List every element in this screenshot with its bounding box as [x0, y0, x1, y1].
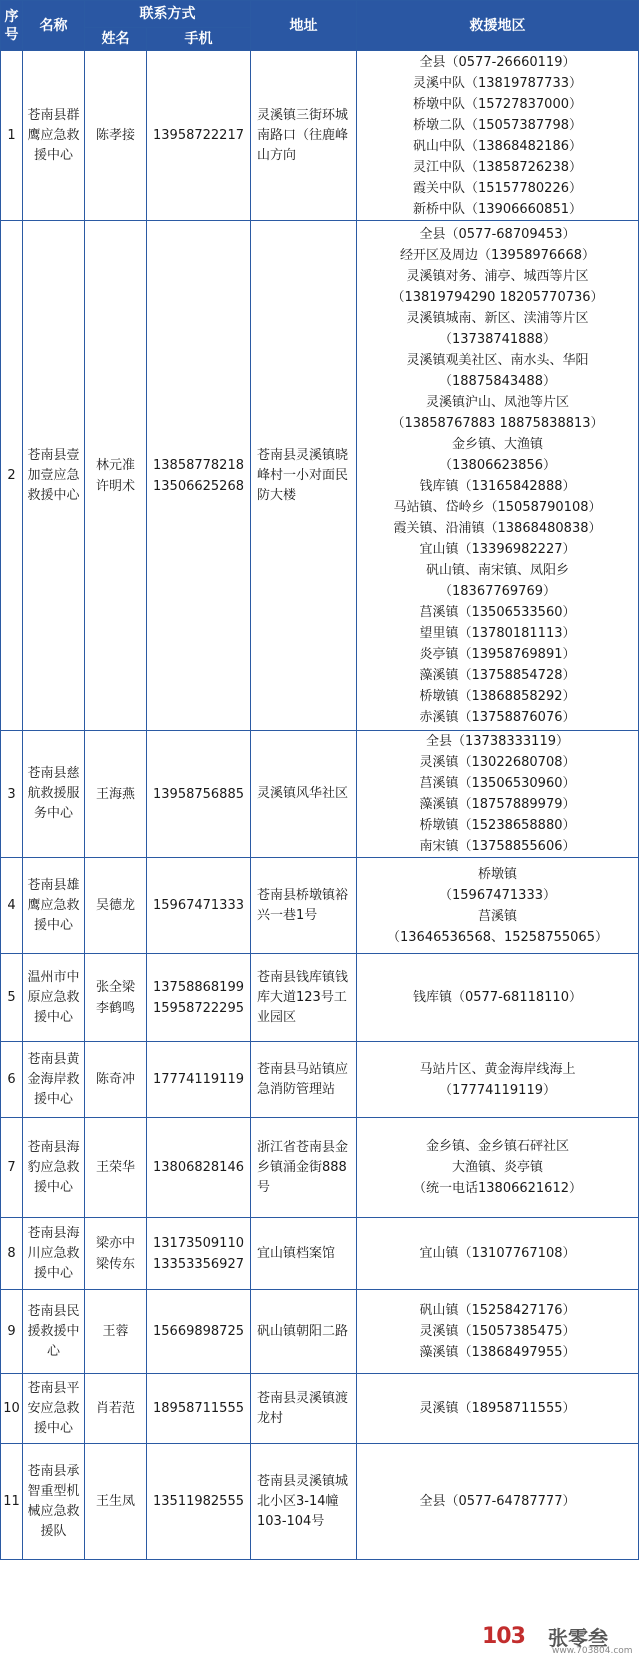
rescue-area-line: 矾山镇（15258427176）	[419, 1303, 576, 1318]
contact-phone: 18958711555	[153, 1401, 244, 1416]
rescue-area-line: （13819794290 18205770736）	[391, 289, 604, 305]
rescue-area-line: 矾山中队（13868482186）	[413, 138, 582, 154]
rescue-area-line: 金乡镇、金乡镇石砰社区	[425, 1139, 569, 1154]
contact-person: 陈奇冲	[95, 1072, 135, 1087]
rescue-area-line: （17774119119）	[439, 1082, 556, 1098]
row-rescue-area-cell	[357, 221, 639, 731]
contact-phone: 15958722295	[153, 1000, 244, 1016]
rescue-area-line: 马站镇、岱岭乡（15058790108）	[393, 499, 602, 515]
contact-person: 梁传东	[95, 1256, 135, 1272]
header-phone: 手机	[147, 28, 251, 51]
row-phone-cell	[147, 731, 251, 858]
watermark-site-name: 张零叁	[548, 1626, 608, 1650]
row-address: 灵溪镇三街环城南路口（往鹿峰山方向	[251, 51, 357, 221]
row-seq: 4	[1, 858, 23, 954]
row-rescue-area-cell	[357, 1374, 639, 1444]
row-contact-person-cell	[85, 1374, 147, 1444]
watermark-logo-mark: 103	[482, 1624, 525, 1649]
rescue-area-line: 桥墩镇（15238658880）	[419, 818, 576, 833]
table-row	[1, 731, 639, 858]
row-org-name: 苍南县壹加壹应急救援中心	[23, 221, 85, 731]
rescue-area-line: 全县（13738333119）	[426, 734, 569, 749]
row-phone-cell	[147, 1042, 251, 1118]
contact-person: 王荣华	[95, 1160, 135, 1175]
header-person: 姓名	[85, 28, 147, 51]
table-row	[1, 858, 639, 954]
rescue-area-line: 桥墩镇（13868858292）	[419, 688, 576, 704]
table-row	[1, 221, 639, 731]
rescue-area-line: 莒溪镇（13506530960）	[419, 776, 576, 791]
row-phone-cell	[147, 1218, 251, 1290]
rescue-area-line: 灵溪镇城南、新区、渎浦等片区	[406, 310, 589, 326]
contact-phone: 13353356927	[153, 1256, 244, 1272]
rescue-area-line: 灵溪镇沪山、凤池等片区	[425, 394, 569, 410]
rescue-area-line: 藻溪镇（18757889979）	[419, 797, 576, 812]
rescue-area-line: 全县（0577-26660119）	[419, 54, 576, 70]
rescue-area-line: 炎亭镇（13958769891）	[419, 646, 576, 662]
rescue-area-line: 灵溪镇（13022680708）	[419, 755, 576, 770]
rescue-area-line: 藻溪镇（13868497955）	[419, 1345, 576, 1360]
row-seq: 9	[1, 1290, 23, 1374]
row-contact-person-cell	[85, 1118, 147, 1218]
table-row	[1, 954, 639, 1042]
row-rescue-area-cell	[357, 731, 639, 858]
row-seq: 5	[1, 954, 23, 1042]
row-phone-cell	[147, 221, 251, 731]
row-phone-cell	[147, 858, 251, 954]
row-address: 苍南县马站镇应急消防管理站	[251, 1042, 357, 1118]
watermark-logo	[482, 1620, 640, 1660]
header-address: 地址	[251, 1, 357, 51]
row-seq: 8	[1, 1218, 23, 1290]
rescue-area-line: （18875843488）	[439, 373, 556, 389]
row-org-name: 苍南县承智重型机械应急救援队	[23, 1444, 85, 1560]
contact-phone: 13758868199	[153, 979, 244, 995]
contact-phone: 13173509110	[153, 1235, 244, 1251]
contact-person: 王海燕	[95, 786, 135, 802]
row-org-name: 苍南县雄鹰应急救援中心	[23, 858, 85, 954]
rescue-area-line: 金乡镇、大渔镇	[451, 436, 543, 452]
rescue-area-line: 霞关中队（15157780226）	[413, 180, 582, 196]
row-contact-person-cell	[85, 731, 147, 858]
row-phone-cell	[147, 1374, 251, 1444]
row-rescue-area-cell	[357, 1218, 639, 1290]
row-seq: 11	[1, 1444, 23, 1560]
row-seq: 3	[1, 731, 23, 858]
header-seq: 序号	[1, 1, 23, 51]
rescue-area-line: 钱库镇（0577-68118110）	[413, 990, 582, 1005]
row-phone-cell	[147, 1118, 251, 1218]
rescue-area-line: 桥墩中队（15727837000）	[413, 96, 582, 112]
row-seq: 2	[1, 221, 23, 731]
row-org-name: 苍南县群鹰应急救援中心	[23, 51, 85, 221]
row-contact-person-cell	[85, 1042, 147, 1118]
rescue-area-line: 灵江中队（13858726238）	[413, 159, 582, 175]
row-contact-person-cell	[85, 221, 147, 731]
row-phone-cell	[147, 1444, 251, 1560]
row-phone-cell	[147, 51, 251, 221]
rescue-area-line: 大渔镇、炎亭镇	[451, 1160, 543, 1175]
rescue-area-line: 灵溪镇（18958711555）	[419, 1401, 576, 1416]
contact-person: 吴德龙	[95, 898, 135, 913]
row-address: 矾山镇朝阳二路	[251, 1290, 357, 1374]
rescue-area-line: （统一电话13806621612）	[413, 1181, 582, 1196]
contact-phone: 17774119119	[153, 1072, 244, 1087]
row-seq: 10	[1, 1374, 23, 1444]
contact-person: 李鹤鸣	[95, 1000, 135, 1016]
contact-phone: 13958756885	[153, 786, 244, 802]
row-contact-person-cell	[85, 858, 147, 954]
rescue-area-line: 莒溪镇（13506533560）	[419, 604, 576, 620]
row-seq: 7	[1, 1118, 23, 1218]
row-address: 灵溪镇风华社区	[251, 731, 357, 858]
header-contact: 联系方式	[85, 1, 251, 28]
row-contact-person-cell	[85, 1218, 147, 1290]
header-name: 名称	[23, 1, 85, 51]
table-row	[1, 1218, 639, 1290]
row-org-name: 苍南县平安应急救援中心	[23, 1374, 85, 1444]
contact-phone: 13858778218	[153, 457, 244, 473]
row-phone-cell	[147, 1290, 251, 1374]
rescue-area-line: （18367769769）	[439, 583, 556, 599]
row-address: 苍南县灵溪镇渡龙村	[251, 1374, 357, 1444]
row-contact-person-cell	[85, 954, 147, 1042]
rescue-area-line: 宜山镇（13107767108）	[419, 1246, 576, 1261]
row-address: 苍南县桥墩镇裕兴一巷1号	[251, 858, 357, 954]
rescue-area-line: 灵溪镇对务、浦亭、城西等片区	[406, 268, 589, 284]
rescue-area-line: 灵溪镇（15057385475）	[419, 1324, 576, 1339]
row-seq: 1	[1, 51, 23, 221]
contact-phone: 13511982555	[153, 1494, 244, 1509]
contact-person: 陈孝接	[95, 128, 135, 143]
contact-person: 林元准	[95, 457, 135, 473]
row-org-name: 苍南县海川应急救援中心	[23, 1218, 85, 1290]
rescue-area-line: 钱库镇（13165842888）	[419, 478, 576, 494]
row-contact-person-cell	[85, 51, 147, 221]
row-org-name: 苍南县民援救援中心	[23, 1290, 85, 1374]
rescue-area-line: 宜山镇（13396982227）	[419, 541, 576, 557]
table-row	[1, 51, 639, 221]
contact-phone: 13506625268	[153, 478, 244, 494]
contact-person: 王蓉	[102, 1324, 129, 1339]
rescue-area-line: （15967471333）	[439, 887, 556, 903]
row-phone-cell	[147, 954, 251, 1042]
row-rescue-area-cell	[357, 1042, 639, 1118]
contact-phone: 15967471333	[153, 898, 244, 913]
rescue-area-line: （13806623856）	[439, 457, 556, 473]
table-row	[1, 1374, 639, 1444]
row-rescue-area-cell	[357, 51, 639, 221]
rescue-area-line: 灵溪镇观美社区、南水头、华阳	[406, 352, 589, 368]
rescue-area-line: 灵溪中队（13819787733）	[413, 75, 582, 91]
rescue-area-line: 莒溪镇	[477, 908, 517, 924]
contact-person: 肖若范	[95, 1401, 135, 1416]
header-area: 救援地区	[357, 1, 639, 51]
rescue-area-line: 马站片区、黄金海岸线海上	[419, 1061, 576, 1077]
row-org-name: 苍南县海豹应急救援中心	[23, 1118, 85, 1218]
row-address: 宜山镇档案馆	[251, 1218, 357, 1290]
contact-phone: 15669898725	[153, 1324, 244, 1339]
row-org-name: 苍南县黄金海岸救援中心	[23, 1042, 85, 1118]
row-rescue-area-cell	[357, 1290, 639, 1374]
contact-phone: 13958722217	[153, 128, 244, 143]
rescue-area-line: 全县（0577-68709453）	[419, 226, 576, 242]
rescue-area-line: （13858767883 18875838813）	[391, 415, 604, 431]
rescue-area-line: 经开区及周边（13958976668）	[400, 247, 595, 263]
rescue-area-line: 桥墩二队（15057387798）	[413, 117, 582, 133]
row-contact-person-cell	[85, 1444, 147, 1560]
rescue-area-line: 新桥中队（13906660851）	[413, 201, 582, 217]
contact-person: 张全梁	[95, 979, 135, 995]
rescue-area-line: 矾山镇、南宋镇、凤阳乡	[425, 562, 569, 578]
contact-phone: 13806828146	[153, 1160, 244, 1175]
watermark-url: www.703804.com	[552, 1646, 633, 1656]
row-rescue-area-cell	[357, 954, 639, 1042]
rescue-area-line: 藻溪镇（13758854728）	[419, 667, 576, 683]
row-seq: 6	[1, 1042, 23, 1118]
contact-person: 梁亦中	[95, 1235, 135, 1251]
contact-person: 王生凤	[95, 1494, 135, 1509]
contact-person: 许明术	[95, 478, 135, 494]
table-row	[1, 1118, 639, 1218]
rescue-area-line: （13738741888）	[439, 331, 556, 347]
row-contact-person-cell	[85, 1290, 147, 1374]
table-row	[1, 1290, 639, 1374]
row-rescue-area-cell	[357, 858, 639, 954]
rescue-area-line: 赤溪镇（13758876076）	[419, 709, 576, 725]
row-address: 浙江省苍南县金乡镇涌金街888号	[251, 1118, 357, 1218]
row-address: 苍南县灵溪镇城北小区3-14幢103-104号	[251, 1444, 357, 1560]
row-org-name: 苍南县慈航救援服务中心	[23, 731, 85, 858]
table-row	[1, 1042, 639, 1118]
row-address: 苍南县灵溪镇晓峰村一小对面民防大楼	[251, 221, 357, 731]
row-rescue-area-cell	[357, 1444, 639, 1560]
rescue-area-line: 桥墩镇	[477, 866, 517, 882]
rescue-area-line: 霞关镇、沿浦镇（13868480838）	[393, 520, 602, 536]
row-address: 苍南县钱库镇钱库大道123号工业园区	[251, 954, 357, 1042]
table-row	[1, 1444, 639, 1560]
rescue-area-line: 全县（0577-64787777）	[419, 1494, 576, 1509]
row-org-name: 温州市中原应急救援中心	[23, 954, 85, 1042]
rescue-area-line: 南宋镇（13758855606）	[419, 839, 576, 854]
rescue-area-line: 望里镇（13780181113）	[419, 625, 576, 641]
row-rescue-area-cell	[357, 1118, 639, 1218]
rescue-area-line: （13646536568、15258755065）	[387, 929, 608, 945]
